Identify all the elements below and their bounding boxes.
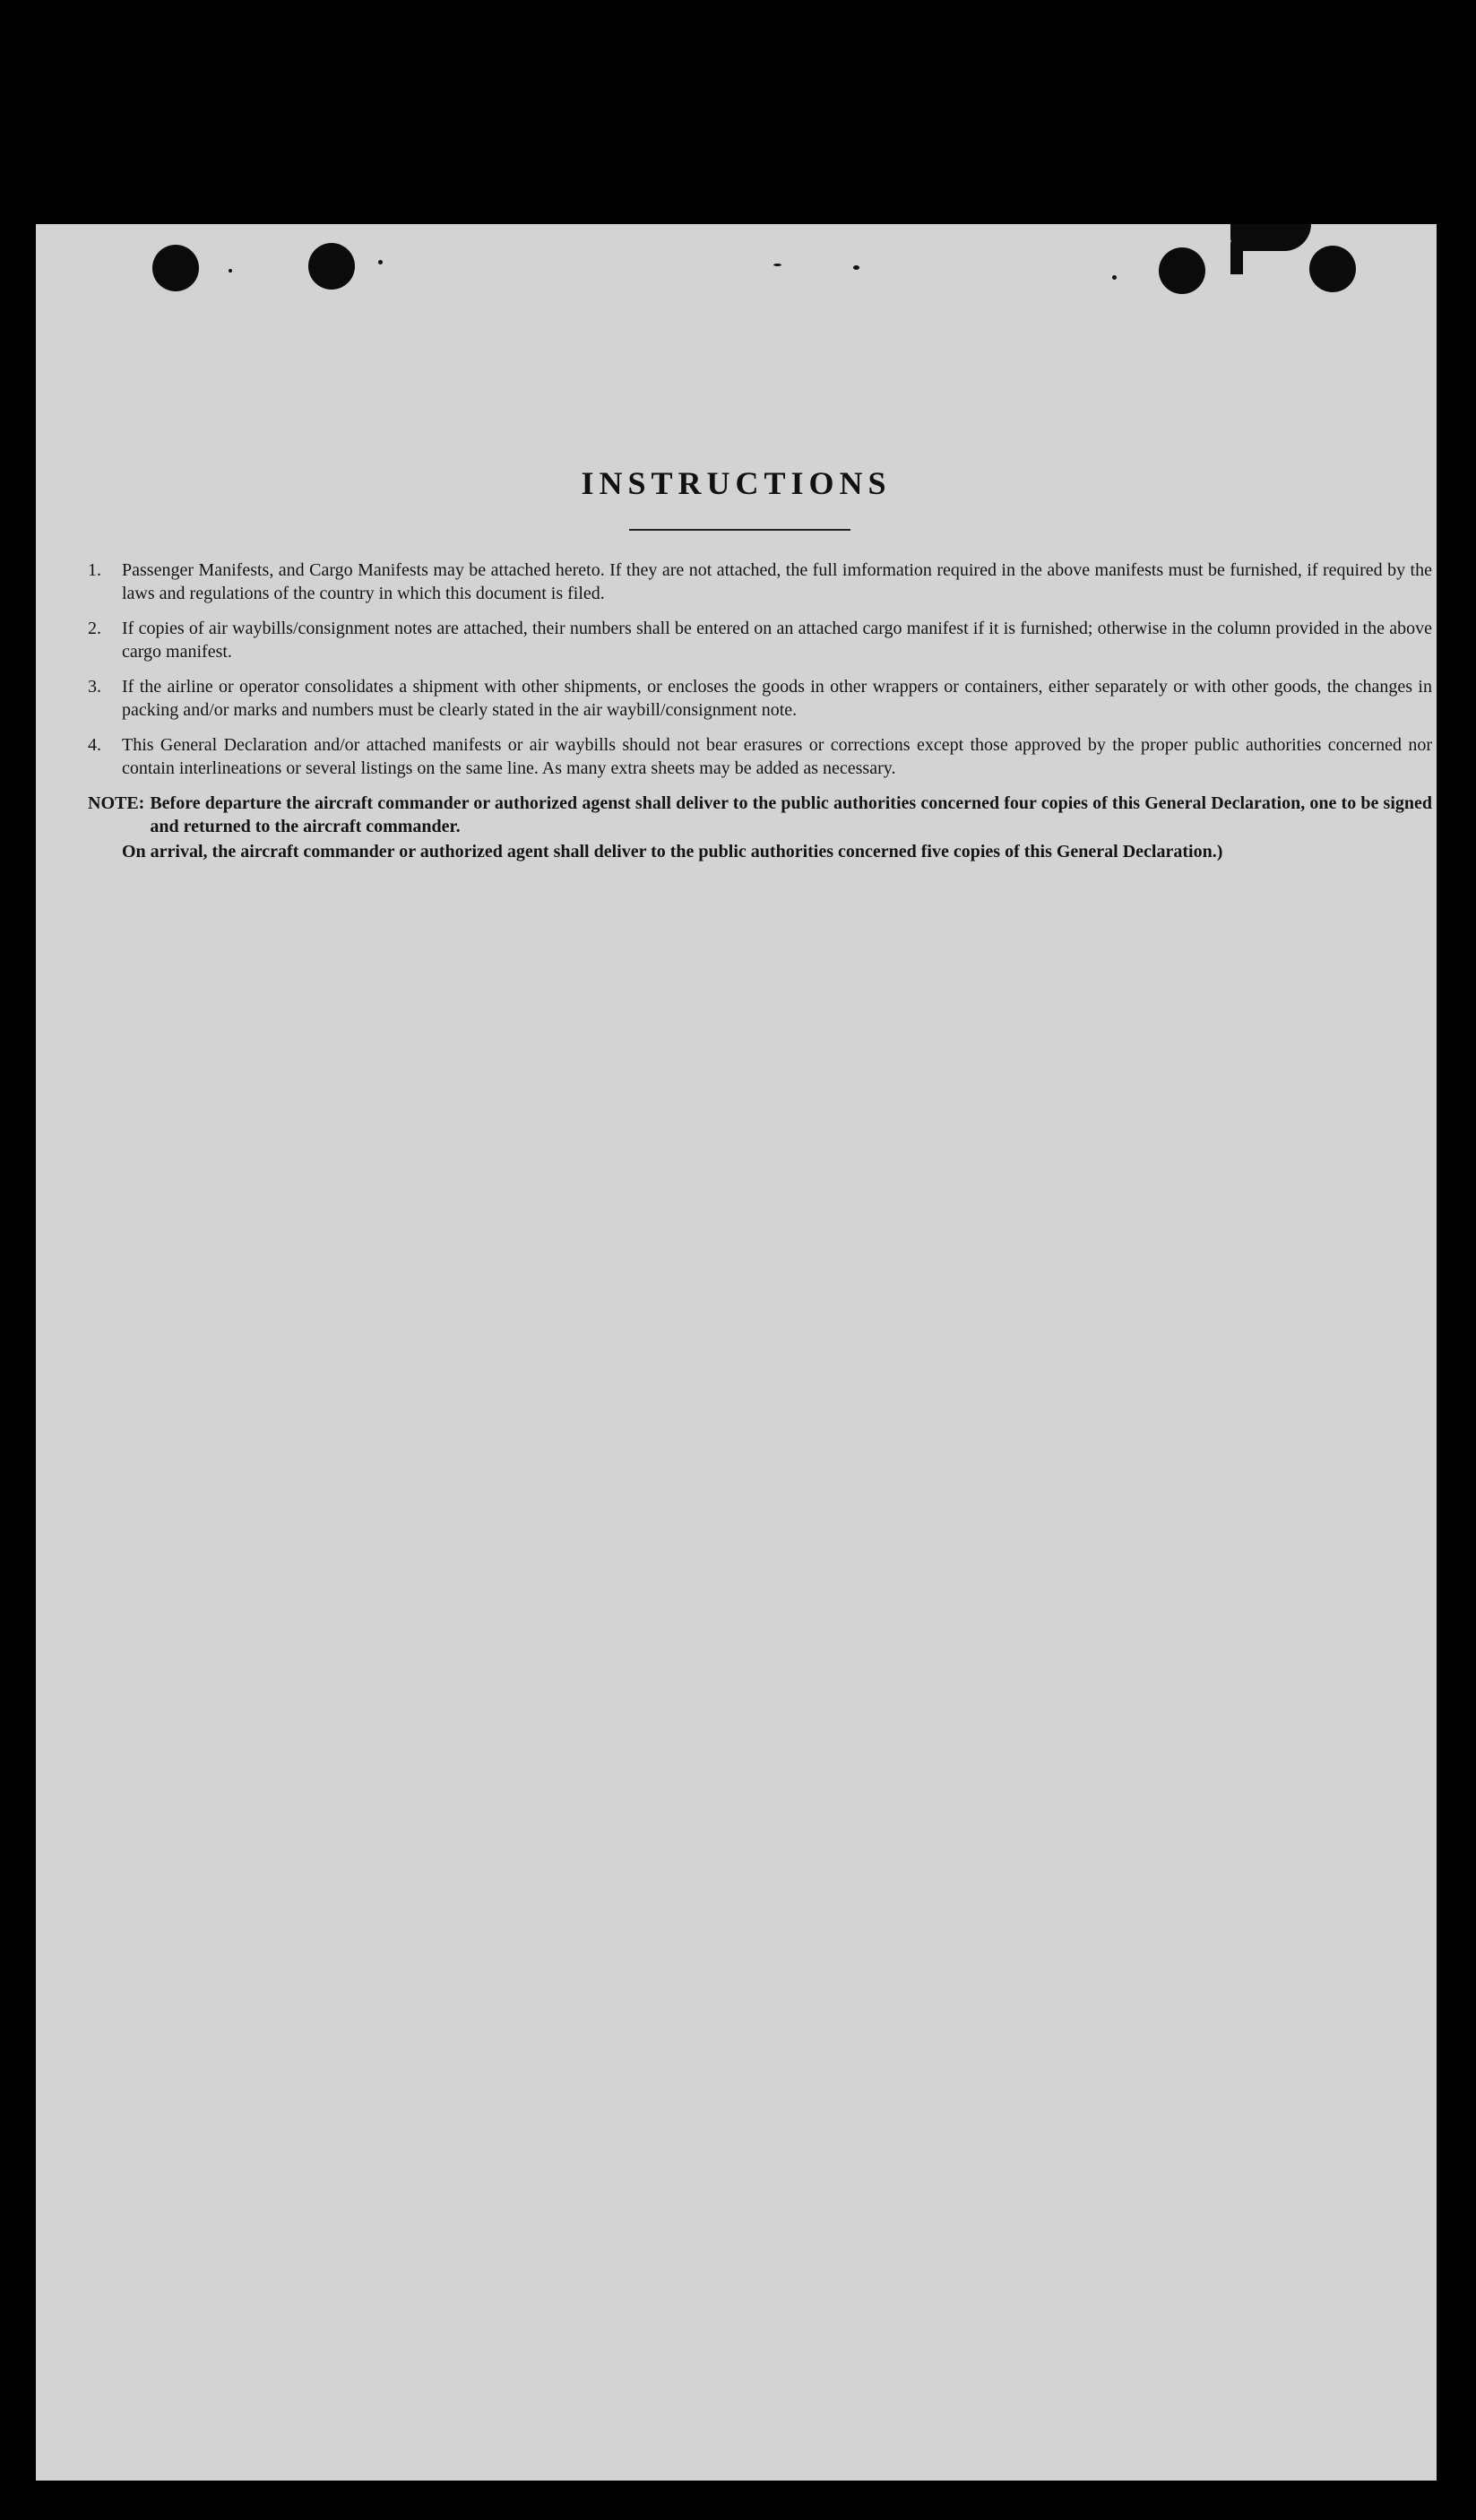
item-text: If the airline or operator consolidates a shipment with other shipments, or encloses the goods in other wrappers or containers, either separately or with other goods, the changes in packing and/or marks and numbers must be clearly stated in the air waybill/consignment note. — [122, 677, 1432, 720]
speck — [773, 264, 781, 266]
speck — [378, 260, 383, 264]
item-number: 2. — [88, 619, 101, 638]
item-number: 3. — [88, 677, 101, 697]
punch-hole-left-1 — [152, 245, 199, 291]
punch-hole-right-1 — [1159, 247, 1205, 294]
torn-edge-mark-tail — [1230, 242, 1243, 274]
item-text: This General Declaration and/or attached manifests or air waybills should not bear erasures or corrections except those approved by the proper public authorities concerned nor contain interlineations or several listings on the same line. As many extra sheets may be added as necessary. — [122, 735, 1432, 778]
note-continuation — [88, 840, 1432, 863]
note-text: Before departure the aircraft commander or authorized agenst shall deliver to the public authorities concerned four copies of this General Declaration, one to be signed and returned to the aircraft commander. — [150, 793, 1432, 836]
title-underline — [629, 529, 850, 531]
instruction-item-3 — [88, 675, 1432, 722]
document-page — [36, 224, 1437, 2481]
note-label: NOTE: — [88, 793, 145, 813]
punch-hole-right-2 — [1309, 246, 1356, 292]
speck — [1112, 275, 1117, 280]
instruction-item-1 — [88, 559, 1432, 605]
instructions-body — [88, 559, 1432, 865]
item-number: 1. — [88, 560, 101, 580]
punch-hole-left-2 — [308, 243, 355, 290]
item-text: Passenger Manifests, and Cargo Manifests may be attached hereto. If they are not attached, the full imformation required in the above manifests must be furnished, if required by the laws and regulations of the country in which this document is filed. — [122, 560, 1432, 603]
item-number: 4. — [88, 735, 101, 755]
speck — [229, 269, 232, 273]
instruction-item-2 — [88, 617, 1432, 663]
item-text: If copies of air waybills/consignment notes are attached, their numbers shall be entered on an attached cargo manifest if it is furnished; otherwise in the column provided in the above cargo manifest. — [122, 619, 1432, 662]
page-title: INSTRUCTIONS — [581, 465, 892, 501]
speck — [853, 265, 859, 270]
note-arrival-text: On arrival, the aircraft commander or authorized agent shall deliver to the public authorities concerned five copies of this General Declaration.) — [122, 842, 1223, 862]
note-paragraph — [88, 792, 1432, 838]
instruction-item-4 — [88, 733, 1432, 780]
